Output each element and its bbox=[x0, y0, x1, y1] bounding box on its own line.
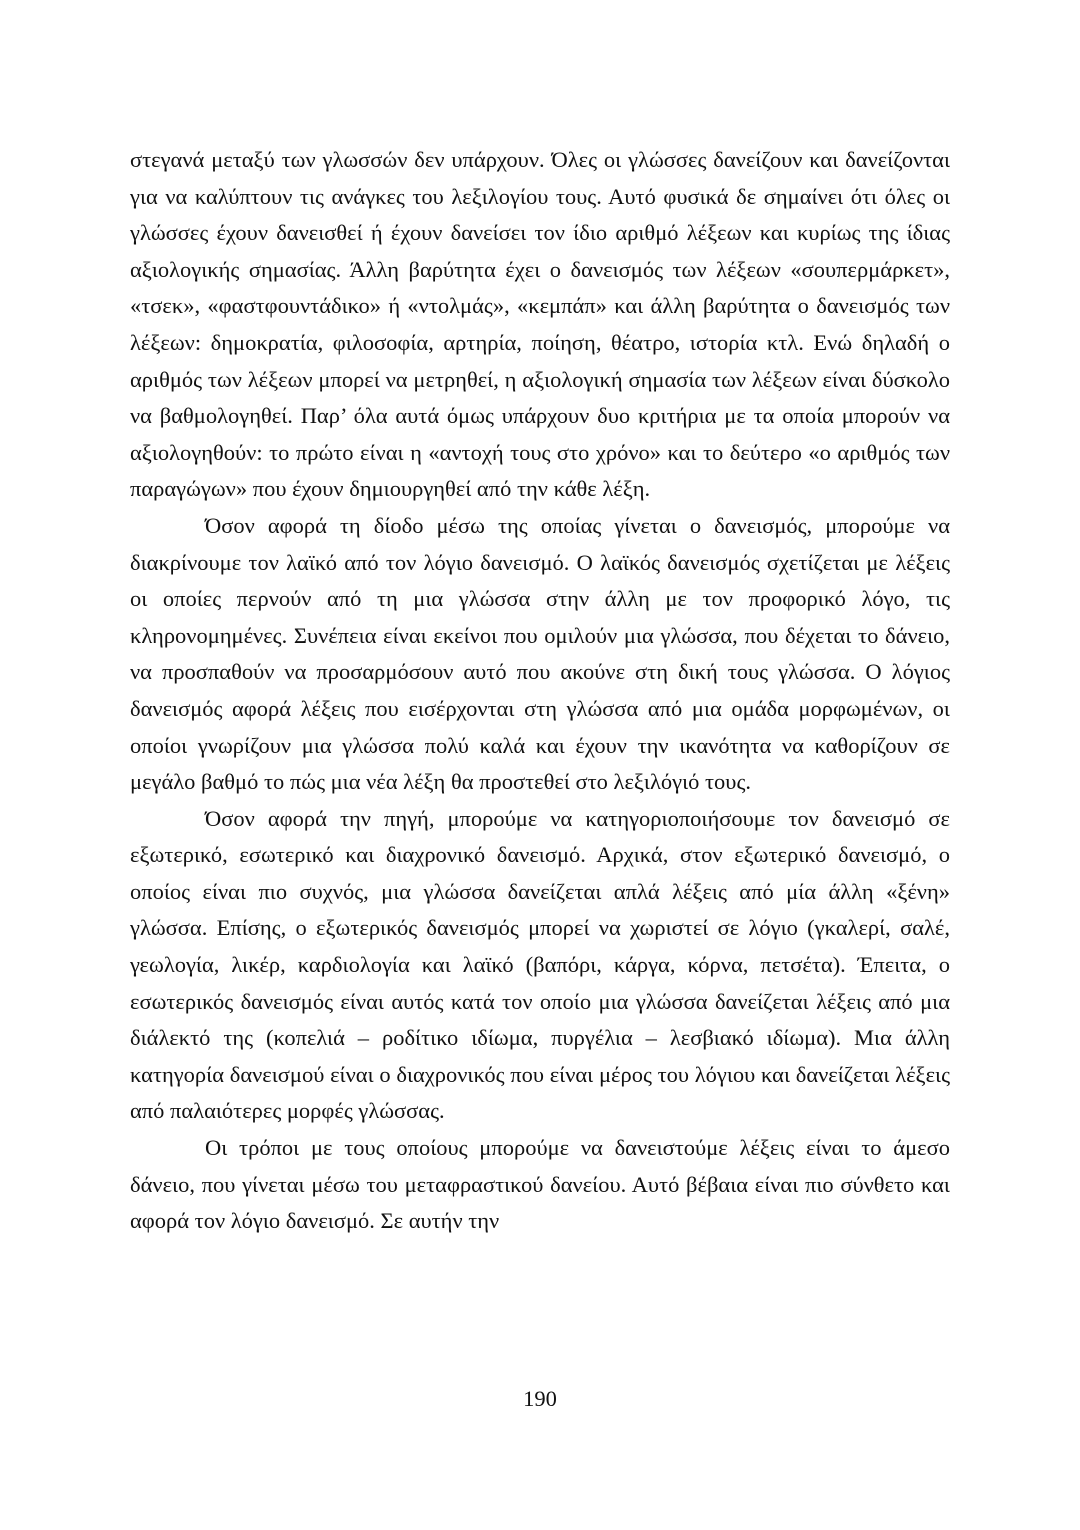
page-body bbox=[130, 142, 950, 1240]
paragraph: στεγανά μεταξύ των γλωσσών δεν υπάρχουν. Όλες οι γλώσσες δανείζουν και δανείζονται για να καλύπτουν τις ανάγκες του λεξιλογίου τους. Αυτό φυσικά δε σημαίνει ότι όλες οι γλώσσες έχουν δανεισθεί ή έχουν δανείσει τον ίδιο αριθμό λέξεων και κυρίως της ίδιας αξιολογικής σημασίας. Άλλη βαρύτητα έχει ο δανεισμός των λέξεων «σουπερμάρκετ», «τσεκ», «φαστφουντάδικο» ή «ντολμάς», «κεμπάπ» και άλλη βαρύτητα ο δανεισμός των λέξεων: δημοκρατία, φιλοσοφία, αρτηρία, ποίηση, θέατρο, ιστορία κτλ. Ενώ δηλαδή ο αριθμός των λέξεων μπορεί να μετρηθεί, η αξιολογική σημασία των λέξεων είναι δύσκολο να βαθμολογηθεί. Παρ’ όλα αυτά όμως υπάρχουν δυο κριτήρια με τα οποία μπορούν να αξιολογηθούν: το πρώτο είναι η «αντοχή τους στο χρόνο» και το δεύτερο «ο αριθμός των παραγώγων» που έχουν δημιουργηθεί από την κάθε λέξη. bbox=[130, 147, 950, 502]
paragraph: Οι τρόποι με τους οποίους μπορούμε να δανειστούμε λέξεις είναι το άμεσο δάνειο, που γίνεται μέσω του μεταφραστικού δανείου. Αυτό βέβαια είναι πιο σύνθετο και αφορά τον λόγιο δανεισμό. Σε αυτήν την bbox=[130, 1135, 950, 1234]
paragraph: Όσον αφορά την πηγή, μπορούμε να κατηγοριοποιήσουμε τον δανεισμό σε εξωτερικό, εσωτερικό και διαχρονικό δανεισμό. Αρχικά, στον εξωτερικό δανεισμό, ο οποίος είναι πιο συχνός, μια γλώσσα δανείζεται απλά λέξεις από μία άλλη «ξένη» γλώσσα. Επίσης, ο εξωτερικός δανεισμός μπορεί να χωριστεί σε λόγιο (γκαλερί, σαλέ, γεωλογία, λικέρ, καρδιολογία και λαϊκό (βαπόρι, κάργα, κόρνα, πετσέτα). Έπειτα, ο εσωτερικός δανεισμός είναι αυτός κατά τον οποίο μια γλώσσα δανείζεται λέξεις από μια διάλεκτό της (κοπελιά – ροδίτικο ιδίωμα, πυργέλια – λεσβιακό ιδίωμα). Μια άλλη κατηγορία δανεισμού είναι ο διαχρονικός που είναι μέρος του λόγιου και δανείζεται λέξεις από παλαιότερες μορφές γλώσσας. bbox=[130, 805, 950, 1124]
page-number: 190 bbox=[523, 1386, 557, 1411]
paragraph: Όσον αφορά τη δίοδο μέσω της οποίας γίνεται ο δανεισμός, μπορούμε να διακρίνουμε τον λαϊκό από τον λόγιο δανεισμό. Ο λαϊκός δανεισμός σχετίζεται με λέξεις οι οποίες περνούν από τη μια γλώσσα στην άλλη με τον προφορικό λόγο, τις κληρονομημένες. Συνέπεια είναι εκείνοι που ομιλούν μια γλώσσα, που δέχεται το δάνειο, να προσπαθούν να προσαρμόσουν αυτό που ακούνε στη δική τους γλώσσα. Ο λόγιος δανεισμός αφορά λέξεις που εισέρχονται στη γλώσσα από μια ομάδα μορφωμένων, οι οποίοι γνωρίζουν μια γλώσσα πολύ καλά και έχουν την ικανότητα να καθορίζουν σε μεγάλο βαθμό το πώς μια νέα λέξη θα προστεθεί στο λεξιλόγιό τους. bbox=[130, 512, 950, 795]
